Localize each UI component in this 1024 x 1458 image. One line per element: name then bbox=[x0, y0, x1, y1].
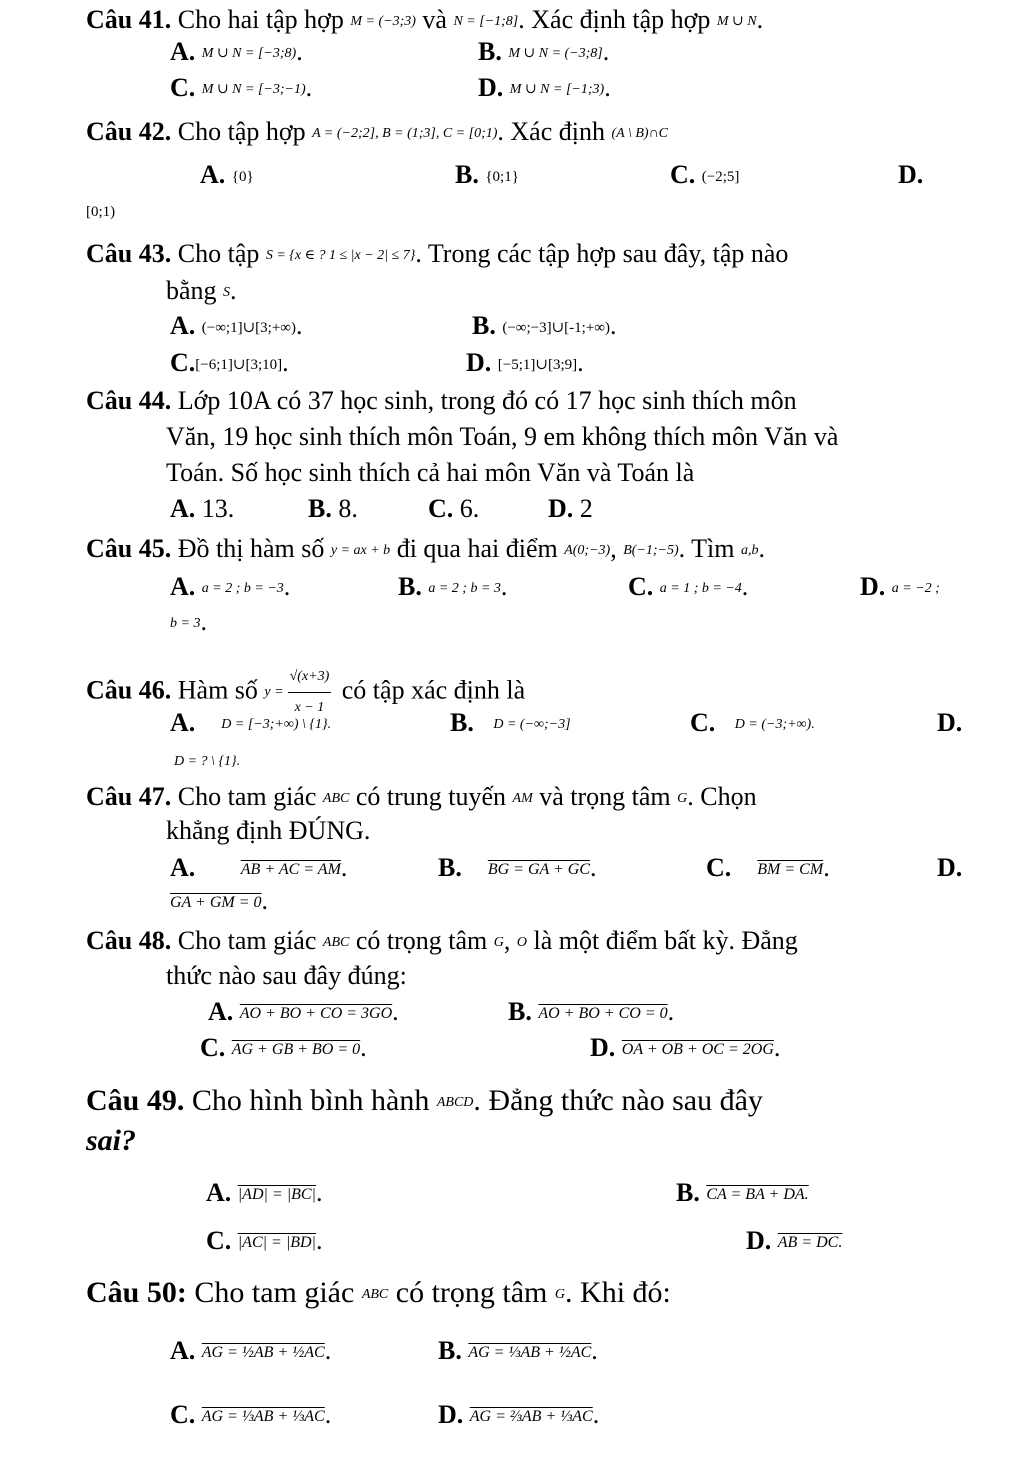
q41-option-d[interactable]: D. M ∪ N = [−1;3). bbox=[478, 73, 611, 102]
q45-option-d[interactable]: D. a = −2 ; bbox=[860, 572, 940, 601]
q45-option-b[interactable]: B. a = 2 ; b = 3. bbox=[398, 572, 508, 601]
q47-option-d[interactable]: GA + GM = 0. bbox=[170, 886, 269, 915]
q50-option-a[interactable]: A. AG = ½AB + ½AC. bbox=[170, 1336, 332, 1365]
q42-option-a[interactable]: A. {0} bbox=[200, 160, 254, 189]
q50-option-c[interactable]: C. AG = ⅓AB + ⅓AC. bbox=[170, 1400, 332, 1429]
q46-fraction: $\frac{√(x+3)}{x - 1}$ bbox=[288, 662, 332, 723]
q44-option-a[interactable]: A. 13. bbox=[170, 494, 235, 523]
q44-stem-2: Văn, 19 học sinh thích môn Toán, 9 em không thích môn Văn và bbox=[166, 422, 839, 451]
q43-option-a[interactable]: A. (−∞;1]∪[3;+∞). bbox=[170, 311, 303, 340]
q47-stem-2: khẳng định ĐÚNG. bbox=[166, 816, 371, 845]
q50-option-b[interactable]: B. AG = ⅓AB + ½AC. bbox=[438, 1336, 598, 1365]
q45-option-a[interactable]: A. a = 2 ; b = −3. bbox=[170, 572, 291, 601]
q48-option-b[interactable]: B. AO + BO + CO = 0. bbox=[508, 997, 675, 1026]
q44-option-b[interactable]: B. 8. bbox=[308, 494, 358, 523]
q48-option-d[interactable]: D. OA + OB + OC = 2OG. bbox=[590, 1033, 781, 1062]
q42-option-d[interactable]: [0;1) bbox=[86, 204, 116, 221]
q45-option-c[interactable]: C. a = 1 ; b = −4. bbox=[628, 572, 749, 601]
q41-option-b[interactable]: B. M ∪ N = (−3;8]. bbox=[478, 37, 610, 66]
q49-option-b[interactable]: B. CA = BA + DA. bbox=[676, 1178, 809, 1207]
q43-option-b[interactable]: B. (−∞;−3]∪[-1;+∞). bbox=[472, 311, 617, 340]
q42-option-c[interactable]: C. (−2;5] bbox=[670, 160, 740, 189]
q50-stem: Câu 50: Cho tam giác ABC có trọng tâm G. Khi đó: bbox=[86, 1276, 671, 1309]
q47-stem: Câu 47. Cho tam giác ABC có trung tuyến AM và trọng tâm G. Chọn bbox=[86, 782, 757, 811]
q49-option-d[interactable]: D. AB = DC. bbox=[746, 1226, 843, 1255]
q49-stem: Câu 49. Cho hình bình hành ABCD. Đẳng thức nào sau đây bbox=[86, 1084, 763, 1117]
q43-stem: Câu 43. Cho tập S = {x ∈ ? 1 ≤ |x − 2| ≤ 7}. Trong các tập hợp sau đây, tập nào bbox=[86, 239, 789, 268]
q43-option-d[interactable]: D. [−5;1]∪[3;9]. bbox=[466, 348, 584, 377]
q44-option-c[interactable]: C. 6. bbox=[428, 494, 480, 523]
q42-stem: Câu 42. Cho tập hợp A = (−2;2], B = (1;3], C = [0;1). Xác định (A \ B)∩C bbox=[86, 117, 669, 146]
q41-label: Câu 41. bbox=[86, 5, 172, 34]
q45-stem: Câu 45. Đồ thị hàm số y = ax + b đi qua hai điểm A(0;−3), B(−1;−5). Tìm a,b. bbox=[86, 534, 765, 563]
q41-option-c[interactable]: C. M ∪ N = [−3;−1). bbox=[170, 73, 313, 102]
q47-option-c[interactable]: C. BM = CM. bbox=[706, 853, 830, 882]
q46-option-c[interactable]: C. D = (−3;+∞). bbox=[690, 708, 815, 737]
q48-stem-2: thức nào sau đây đúng: bbox=[166, 961, 407, 990]
q46-option-a[interactable]: A. D = [−3;+∞) \ {1}. bbox=[170, 708, 332, 737]
q44-stem: Câu 44. Lớp 10A có 37 học sinh, trong đó có 17 học sinh thích môn bbox=[86, 386, 797, 415]
q41-option-a[interactable]: A. M ∪ N = [−3;8). bbox=[170, 37, 303, 66]
q50-option-d[interactable]: D. AG = ⅔AB + ⅓AC. bbox=[438, 1400, 600, 1429]
q47-option-a[interactable]: A. AB + AC = AM. bbox=[170, 853, 348, 882]
q46-option-b[interactable]: B. D = (−∞;−3] bbox=[450, 708, 571, 737]
q43-stem-2: bằng S. bbox=[166, 276, 237, 305]
q41-stem: Câu 41. Cho hai tập hợp M = (−3;3) và N = [−1;8]. Xác định tập hợp M ∪ N. bbox=[86, 5, 764, 34]
q46-option-d[interactable]: D = ? \ {1}. bbox=[174, 754, 241, 770]
q46-stem: Câu 46. Hàm số y = $\frac{√(x+3)}{x - 1}$ có tập xác định là bbox=[86, 662, 525, 723]
q47-option-d-label[interactable]: D. bbox=[937, 853, 963, 882]
q49-option-c[interactable]: C. |AC| = |BD|. bbox=[206, 1226, 323, 1255]
q46-option-d-label[interactable]: D. bbox=[937, 708, 963, 737]
q42-option-b[interactable]: B. {0;1} bbox=[455, 160, 519, 189]
q43-option-c[interactable]: C.[−6;1]∪[3;10]. bbox=[170, 348, 289, 377]
q42-option-d-label[interactable]: D. bbox=[898, 160, 924, 189]
q45-option-d-cont: b = 3. bbox=[170, 607, 207, 636]
q47-option-b[interactable]: B. BG = GA + GC. bbox=[438, 853, 597, 882]
q44-stem-3: Toán. Số học sinh thích cả hai môn Văn và Toán là bbox=[166, 458, 695, 487]
q49-option-a[interactable]: A. |AD| = |BC|. bbox=[206, 1178, 323, 1207]
q48-stem: Câu 48. Cho tam giác ABC có trọng tâm G, O là một điểm bất kỳ. Đẳng bbox=[86, 926, 798, 955]
q48-option-a[interactable]: A. AO + BO + CO = 3GO. bbox=[208, 997, 399, 1026]
q44-option-d[interactable]: D. 2 bbox=[548, 494, 593, 523]
q48-option-c[interactable]: C. AG + GB + BO = 0. bbox=[200, 1033, 367, 1062]
q49-sai: sai? bbox=[86, 1124, 137, 1157]
